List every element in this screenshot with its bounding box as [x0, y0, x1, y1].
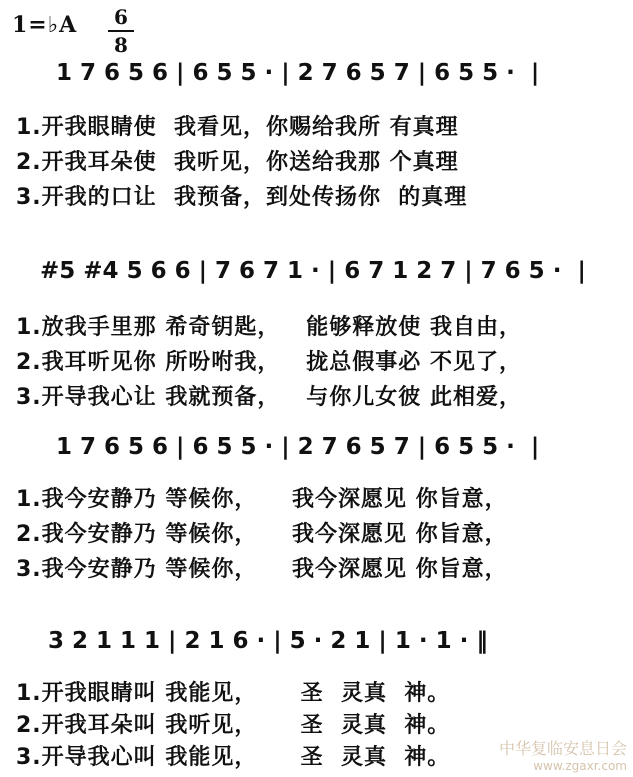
system-2-lyric-3: 3.开导我心让 我就预备， 与你儿女彼 此相爱， — [16, 385, 522, 410]
system-4-lyric-3: 3.开导我心叫 我能见， 圣 灵真 神。 — [16, 745, 451, 770]
system-1-notes: 1 7 6 5 6 | 6 5 5 · | 2 7 6 5 7 | 6 5 5 · | — [56, 60, 540, 86]
system-3-lyric-1: 1.我今安静乃 等候你， 我今深愿见 你旨意， — [16, 487, 508, 512]
system-1-lyric-3: 3.开我的口让 我预备，到处传扬你 的真理 — [16, 185, 468, 210]
time-signature-top: 6 — [114, 5, 128, 29]
system-3-notes: 1 7 6 5 6 | 6 5 5 · | 2 7 6 5 7 | 6 5 5 · | — [56, 434, 540, 460]
system-4-lyric-2: 2.开我耳朵叫 我听见， 圣 灵真 神。 — [16, 713, 451, 738]
system-4-lyric-1: 1.开我眼睛叫 我能见， 圣 灵真 神。 — [16, 681, 451, 706]
time-signature-bar — [108, 30, 134, 32]
key-signature: 1=♭A — [12, 12, 78, 38]
watermark-line-1: 中华复临安息日会 — [498, 739, 627, 758]
system-1-lyric-2: 2.开我耳朵使 我听见，你送给我那 个真理 — [16, 150, 459, 175]
time-signature-bottom: 8 — [114, 33, 128, 57]
watermark — [499, 736, 627, 773]
system-4-notes: 3 2 1 1 1 | 2 1 6 · | 5 · 2 1 | 1 · 1 · ‖ — [48, 628, 488, 654]
watermark-line-2: www.zgaxr.com — [533, 759, 627, 773]
system-2-lyric-1: 1.放我手里那 希奇钥匙， 能够释放使 我自由， — [16, 315, 522, 340]
time-signature — [106, 6, 136, 56]
system-2-lyric-2: 2.我耳听见你 所吩咐我， 拢总假事必 不见了， — [16, 350, 522, 375]
system-3-lyric-2: 2.我今安静乃 等候你， 我今深愿见 你旨意， — [16, 522, 508, 547]
system-1-lyric-1: 1.开我眼睛使 我看见，你赐给我所 有真理 — [16, 115, 459, 140]
system-2-notes: #5 #4 5 6 6 | 7 6 7 1 · | 6 7 1 2 7 | 7 6 5 · | — [40, 258, 586, 284]
system-3-lyric-3: 3.我今安静乃 等候你， 我今深愿见 你旨意， — [16, 557, 508, 582]
